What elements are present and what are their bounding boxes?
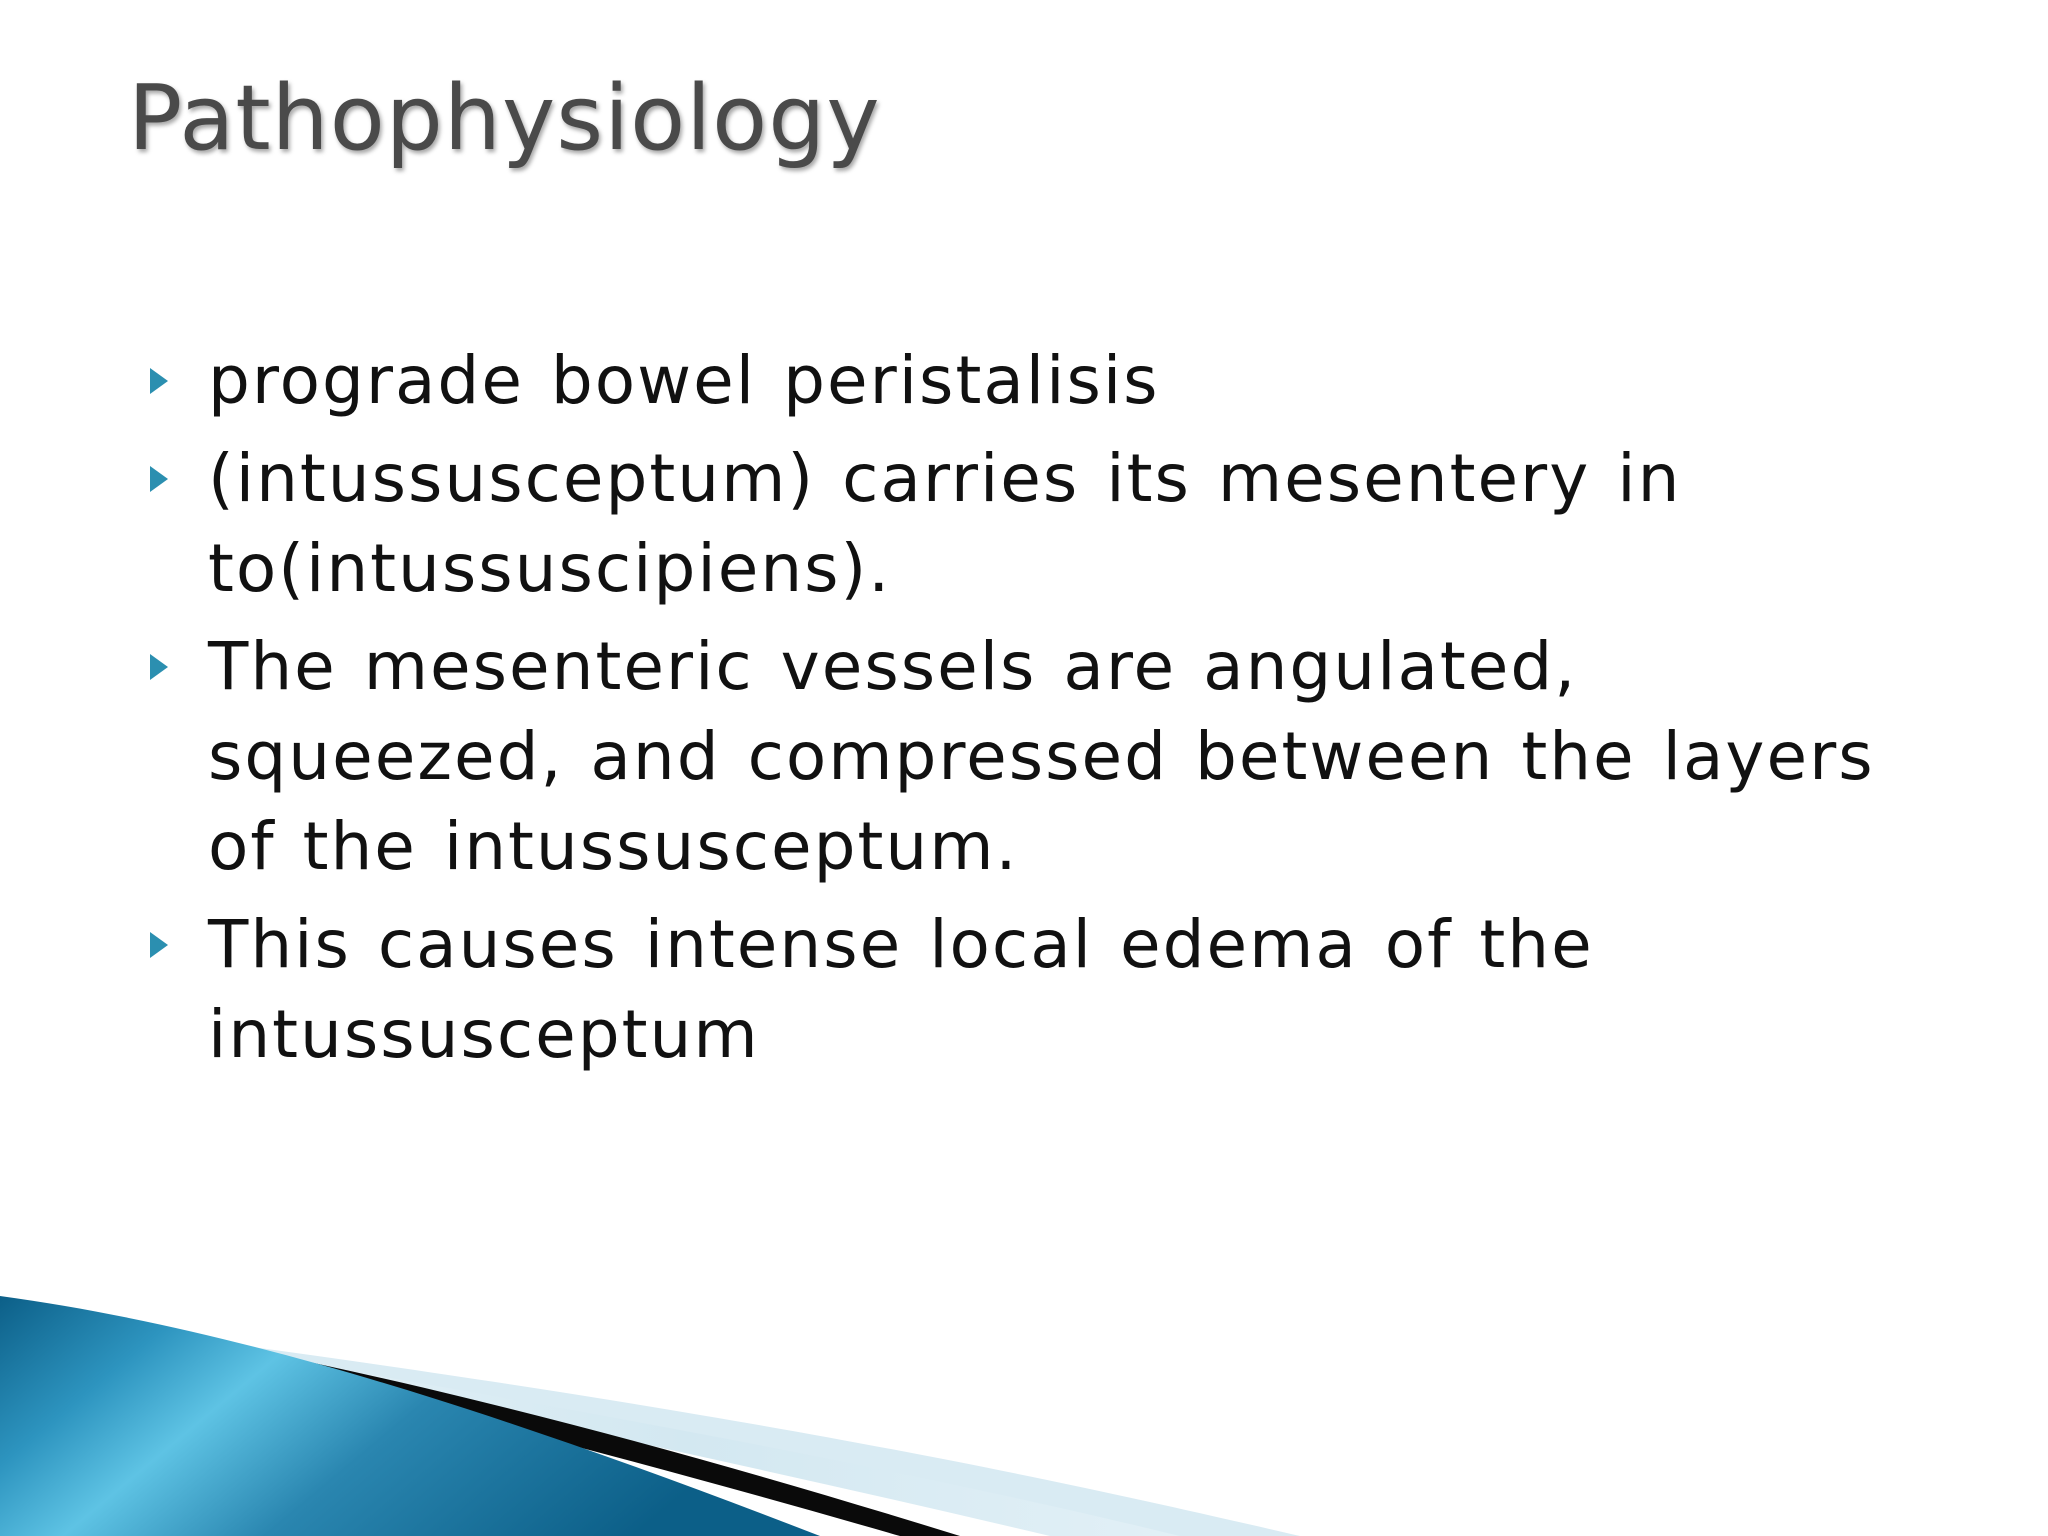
bullet-text: prograde bowel peristalisis	[208, 342, 1160, 419]
wave-blue-band	[0, 1296, 820, 1536]
bullet-text: (intussusceptum) carries its mesentery in to(intussuscipiens).	[208, 440, 1682, 607]
triangle-bullet-icon	[150, 622, 208, 712]
triangle-bullet-icon	[150, 900, 208, 990]
slide-title: Pathophysiology	[128, 66, 881, 171]
list-item	[150, 900, 1950, 1080]
list-item	[150, 622, 1950, 892]
wave-pale-band	[200, 1340, 1300, 1536]
bullet-text: This causes intense local edema of the intussusceptum	[208, 906, 1594, 1073]
wave-pale-band	[120, 1330, 1250, 1536]
triangle-bullet-icon	[150, 434, 208, 524]
list-item	[150, 336, 1950, 426]
list-item	[150, 434, 1950, 614]
bullet-list	[150, 336, 1950, 1088]
triangle-bullet-icon	[150, 336, 208, 426]
bullet-text: The mesenteric vessels are angulated, squeezed, and compressed between the layers of the intussusceptum.	[208, 628, 1875, 885]
wave-dark-stroke	[0, 1304, 960, 1536]
